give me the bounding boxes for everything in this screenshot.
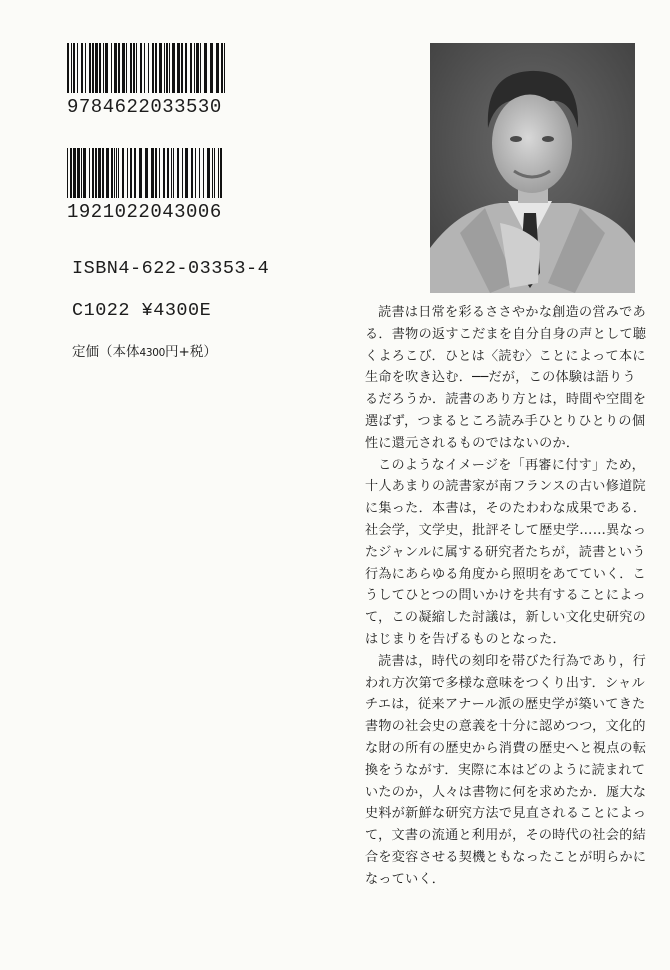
barcode-bar — [73, 43, 75, 93]
price-amount: 4300 — [139, 347, 166, 359]
barcode-bar — [81, 43, 83, 93]
barcode-bar — [81, 148, 82, 198]
barcode-bar — [116, 148, 117, 198]
barcode-bar — [171, 148, 172, 198]
barcode-bar — [185, 43, 187, 93]
barcode-bar — [127, 148, 128, 198]
barcode-bar — [220, 148, 222, 198]
barcode-bar — [203, 148, 204, 198]
barcode-bar — [195, 148, 196, 198]
barcode-bar — [89, 43, 91, 93]
barcode-bar — [67, 148, 68, 198]
price-prefix: 定価（本体 — [72, 344, 140, 360]
barcode-bar — [95, 148, 97, 198]
barcode-bar — [177, 43, 180, 93]
barcode-bar — [83, 148, 86, 198]
barcode-bars-icon — [67, 43, 227, 93]
barcode-bar — [77, 148, 80, 198]
classification-code: C1022 ¥4300E — [72, 300, 212, 321]
barcode-bar — [159, 148, 160, 198]
barcode-bars-icon — [67, 148, 227, 198]
barcode-bar — [118, 148, 119, 198]
barcode-bar — [200, 43, 201, 93]
author-photo — [430, 43, 635, 293]
barcode-bar — [199, 148, 200, 198]
author-portrait-icon — [430, 43, 635, 293]
barcode-bar — [212, 148, 213, 198]
barcode-bar — [99, 43, 101, 93]
barcode-bar — [140, 43, 142, 93]
barcode-bar — [122, 148, 124, 198]
barcode-bar — [151, 148, 154, 198]
paragraph: このようなイメージを「再審に付す」ため，十人あまりの読書家が南フランスの古い修道院に集った．本書は，そのたわわな成果である．社会学，文学史，批評そして歴史学……異なったジャンルに属する研究者たちが，読書という行為にあらゆる角度から照明をあてていく．こうしてひとつの問いかけを共有することによって，この凝縮した討議は，新しい文化史研究のはじまりを告げるものとなった． — [365, 457, 647, 647]
barcode-bar — [139, 148, 142, 198]
barcode-bar — [191, 148, 193, 198]
barcode-bar — [185, 148, 188, 198]
barcode-bar — [214, 148, 215, 198]
barcode-bar — [216, 43, 219, 93]
barcode-bar — [163, 148, 165, 198]
barcode-bar — [224, 43, 225, 93]
barcode-bar — [114, 43, 117, 93]
barcode-bar — [166, 43, 168, 93]
barcode-bar — [85, 43, 86, 93]
ean-number: 9784622033530 — [67, 96, 222, 118]
barcode-bar — [210, 43, 213, 93]
barcode-bar — [111, 148, 113, 198]
barcode-bar — [130, 43, 132, 93]
paragraph: 読書は日常を彩るささやかな創造の営みである．書物の返すこだまを自分自身の声として聴くよろこび．ひとは〈読む〉ことによって本に生命を吹き込む．──だが，この体験は語りうるだろうか．読書のあり方とは，時間や空間を選ばず，つまるところ読み手ひとりひとりの個性に還元されるものではないのか． — [365, 305, 647, 451]
price-barcode-number: 1921022043006 — [67, 201, 222, 223]
price-barcode — [67, 148, 227, 222]
barcode-bar — [95, 43, 98, 93]
barcode-bar — [164, 43, 165, 93]
barcode-bar — [105, 43, 108, 93]
barcode-bar — [103, 43, 104, 93]
barcode-bar — [159, 43, 162, 93]
barcode-bar — [169, 43, 170, 93]
barcode-bar — [98, 148, 101, 198]
barcode-bar — [145, 148, 148, 198]
barcode-bar — [177, 148, 179, 198]
barcode-bar — [89, 148, 90, 198]
barcode-bar — [221, 43, 223, 93]
barcode-bar — [155, 43, 157, 93]
paragraph: 読書は，時代の刻印を帯びた行為であり，行われ方次第で多様な意味をつくり出す．シャルチエは，従来アナール派の歴史学が築いてきた書物の社会史の意義を十分に認めつつ，文化的な財の所有の歴史から消費の歴史へと視点の転換をうながす．実際に本はどのように読まれていたのか，人々は書物に何を求めたか．厖大な史料が新鮮な研究方法で見直されることによって，文書の流通と利用が，その時代の社会的結合を変容させる契機ともなったことが明らかになっていく． — [365, 653, 647, 887]
barcode-bar — [181, 43, 183, 93]
barcode-bar — [152, 43, 154, 93]
barcode-bar — [167, 148, 169, 198]
barcode-bar — [207, 148, 210, 198]
barcode-bar — [122, 43, 125, 93]
price-label — [72, 340, 217, 360]
barcode-bar — [173, 148, 174, 198]
barcode-bar — [155, 148, 157, 198]
price-suffix: 円+税） — [165, 344, 217, 360]
barcode-bar — [92, 43, 94, 93]
barcode-bar — [126, 43, 127, 93]
barcode-bar — [114, 148, 115, 198]
barcode-bar — [106, 148, 109, 198]
barcode-bar — [71, 43, 72, 93]
barcode-bar — [133, 43, 135, 93]
barcode-bar — [182, 148, 183, 198]
isbn: ISBN4-622-03353-4 — [72, 258, 270, 279]
barcode-bar — [172, 43, 175, 93]
ean-barcode — [67, 43, 227, 117]
barcode-bar — [194, 43, 195, 93]
barcode-bar — [196, 43, 199, 93]
barcode-bar — [218, 148, 219, 198]
barcode-bar — [190, 43, 192, 93]
barcode-bar — [144, 43, 145, 93]
barcode-bar — [77, 43, 78, 93]
barcode-bar — [67, 43, 69, 93]
barcode-bar — [102, 148, 104, 198]
barcode-bar — [73, 148, 76, 198]
barcode-bar — [118, 43, 120, 93]
description-text — [365, 302, 649, 891]
barcode-bar — [204, 43, 207, 93]
barcode-bar — [148, 43, 149, 93]
barcode-bar — [134, 148, 136, 198]
barcode-bar — [92, 148, 94, 198]
barcode-bar — [70, 148, 72, 198]
barcode-bar — [136, 43, 137, 93]
barcode-bar — [130, 148, 132, 198]
barcode-bar — [111, 43, 112, 93]
